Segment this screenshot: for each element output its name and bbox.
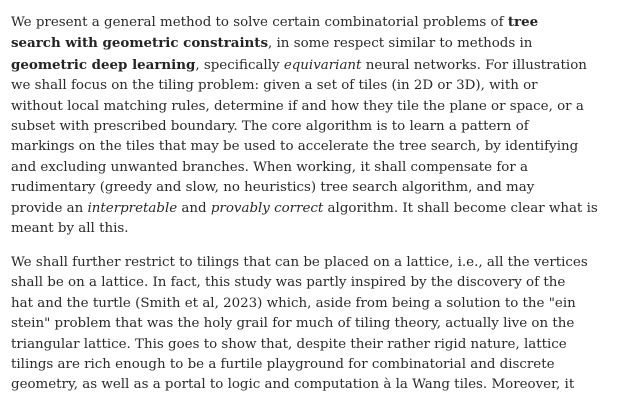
text-line: and excluding unwanted branches. When working, it shall compensate for a bbox=[11, 159, 528, 175]
text-line: hat and the turtle (Smith et al, 2023) which, aside from being a solution to the "ein bbox=[11, 295, 576, 311]
italic-term: provably correct bbox=[210, 200, 324, 216]
text-line: markings on the tiles that may be used to accelerate the tree search, by identifying bbox=[11, 139, 579, 155]
bold-term: search with geometric constraints bbox=[11, 35, 269, 52]
text-line bbox=[11, 55, 587, 76]
text-line: meant by all this. bbox=[11, 221, 129, 237]
text-line: tilings are rich enough to be a furtile playground for combinatorial and discrete bbox=[11, 357, 555, 373]
text-line: triangular lattice. This goes to show that, despite their rather rigid nature, lattice bbox=[11, 336, 567, 352]
paragraph-intro bbox=[11, 12, 598, 239]
text-line bbox=[11, 12, 551, 33]
text-span: , in some respect similar to methods in bbox=[268, 36, 533, 52]
text-span: neural networks. For illustration bbox=[361, 57, 587, 73]
text-line bbox=[11, 199, 598, 219]
text-span: provide an bbox=[11, 200, 88, 216]
text-line: subset with prescribed boundary. The core algorithm is to learn a pattern of bbox=[11, 119, 529, 135]
bold-term: tree bbox=[507, 14, 539, 30]
text-line: We shall further restrict to tilings that can be placed on a lattice, i.e., all the vertices bbox=[11, 255, 588, 270]
text-span: algorithm. It shall become clear what is bbox=[323, 200, 598, 216]
italic-term: interpretable bbox=[87, 200, 178, 216]
text-line: rudimentary (greedy and slow, no heuristics) tree search algorithm, and may bbox=[11, 180, 535, 196]
text-line: stein" problem that was the holy grail for much of tiling theory, actually live on the bbox=[11, 316, 575, 332]
italic-term: equivariant bbox=[283, 57, 362, 73]
text-line: without local matching rules, determine if and how they tile the plane or space, or a bbox=[11, 98, 584, 114]
paragraph-lattice bbox=[11, 253, 588, 396]
text-span: , specifically bbox=[195, 57, 284, 73]
text-span: and bbox=[177, 200, 211, 216]
text-line: shall be on a lattice. In fact, this study was partly inspired by the discovery of the bbox=[11, 275, 566, 291]
text-line: geometry, as well as a portal to logic and computation à la Wang tiles. Moreover, it bbox=[11, 377, 575, 393]
bold-term: geometric deep learning bbox=[11, 56, 196, 73]
text-span: We present a general method to solve certain combinatorial problems of bbox=[11, 15, 508, 30]
text-line bbox=[11, 33, 551, 54]
text-line: we shall focus on the tiling problem: given a set of tiles (in 2D or 3D), with or bbox=[11, 78, 538, 94]
